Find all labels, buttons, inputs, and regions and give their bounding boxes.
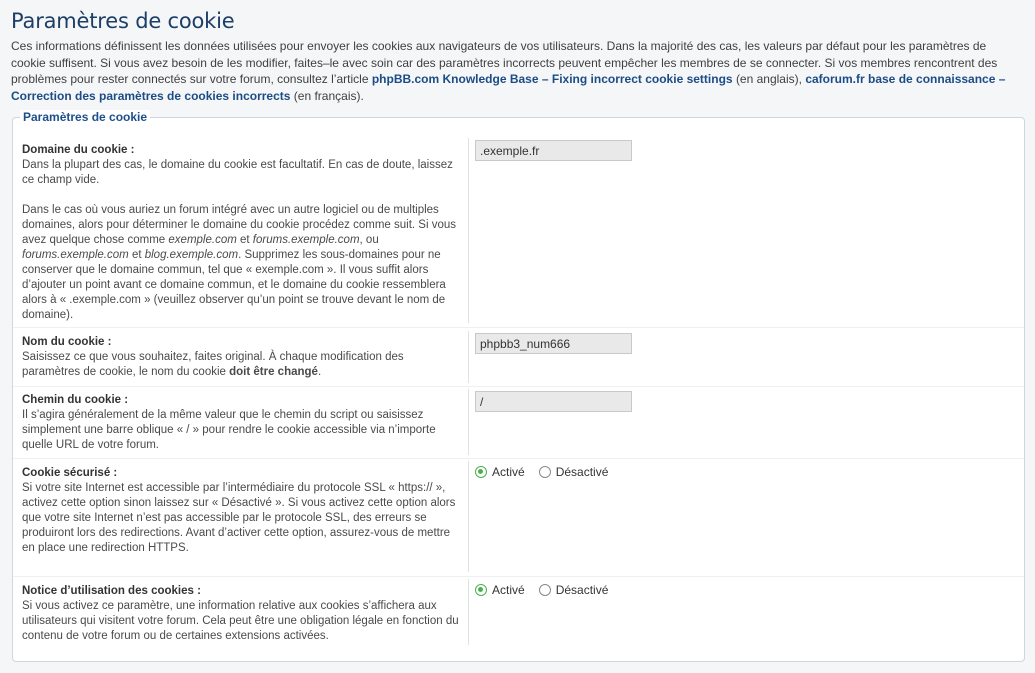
cookie-notice-label: Notice d’utilisation des cookies : <box>22 585 201 597</box>
column-divider <box>468 579 469 645</box>
cookie-notice-options <box>475 583 622 597</box>
column-divider <box>468 331 469 383</box>
row-separator <box>13 576 1024 577</box>
column-divider <box>468 461 469 572</box>
intro-text <box>11 38 1021 104</box>
radio-checked-icon[interactable] <box>475 466 487 478</box>
cookie-domain-label: Domaine du cookie : <box>22 144 135 156</box>
fieldset-legend: Paramètres de cookie <box>20 110 150 124</box>
row-separator <box>13 327 1024 328</box>
intro-body: Ces informations définissent les données utilisées pour envoyer les cookies aux navigateurs de vos utilisateurs. Dans la majorité des cas, les valeurs par défaut pour les paramètres de cookie suffisent. Si vous avez besoin de les modifier, faites–le avec soin car des paramètres incorrects peuvent empêcher les membres de se connecter. Si vos membres rencontrent des problèmes pour rester connectés sur votre forum, consultez l’article <box>11 39 998 86</box>
cookie-name-input[interactable] <box>475 333 632 354</box>
column-divider <box>468 389 469 455</box>
cookie-secure-off[interactable]: Désactivé <box>539 465 609 479</box>
cookie-domain-row <box>22 143 462 323</box>
radio-unchecked-icon[interactable] <box>539 584 551 596</box>
cookie-notice-off[interactable]: Désactivé <box>539 583 609 597</box>
cookie-secure-on[interactable]: Activé <box>475 465 525 479</box>
cookie-name-label: Nom du cookie : <box>22 336 112 348</box>
cookie-domain-input[interactable] <box>475 140 632 161</box>
row-separator <box>13 458 1024 459</box>
cookie-secure-label: Cookie sécurisé : <box>22 467 118 479</box>
cookie-path-desc: Il s’agira généralement de la même valeur que le chemin du script ou saisissez simplement une barre oblique « / » pour rendre le cookie accessible via n’importe quelle URL de votre forum. <box>22 409 436 451</box>
page-title: Paramètres de cookie <box>11 9 235 33</box>
kb-link-phpbb-suffix: (en anglais), <box>735 72 802 86</box>
column-divider <box>468 138 469 323</box>
radio-unchecked-icon[interactable] <box>539 466 551 478</box>
radio-checked-icon[interactable] <box>475 584 487 596</box>
kb-link-phpbb[interactable]: phpBB.com Knowledge Base – Fixing incorrect cookie settings <box>371 72 733 86</box>
cookie-path-label: Chemin du cookie : <box>22 394 129 406</box>
cookie-notice-row <box>22 584 462 644</box>
kb-link-caforum[interactable]: caforum.fr base de connaissance – Correction des paramètres de cookies incorrects <box>11 72 1006 103</box>
cookie-path-input[interactable] <box>475 391 632 412</box>
cookie-secure-row <box>22 466 462 556</box>
cookie-domain-desc-2: Dans le cas où vous auriez un forum intégré avec un autre logiciel ou de multiples domaines, alors pour déterminer le domaine du cookie procédez comme suit. Si vous avez quelque chose comme exemple.com et forums.exemple.com, ou forums.exemple.com et blog.exemple.com. Supprimez les sous-domaines pour ne conserver que le domaine commun, tel que « exemple.com ». Il vous suffit alors d’ajouter un point avant ce domaine commun, et le domaine du cookie ressemblera alors à « .exemple.com » (veuillez observer qu’un point se trouve devant le nom de domaine). <box>22 204 457 321</box>
cookie-notice-desc: Si vous activez ce paramètre, une information relative aux cookies s’affichera aux utilisateurs qui visitent votre forum. Cela peut être une obligation légale en fonction du contenu de votre forum ou de certaines extensions activées. <box>22 600 459 642</box>
row-separator <box>13 386 1024 387</box>
cookie-name-row <box>22 335 462 380</box>
cookie-path-row <box>22 393 462 453</box>
cookie-secure-options <box>475 465 622 479</box>
cookie-name-desc: Saisissez ce que vous souhaitez, faites original. À chaque modification des paramètres de cookie, le nom du cookie doit être changé. <box>22 351 404 378</box>
cookie-secure-desc: Si votre site Internet est accessible par l’intermédiaire du protocole SSL « https:// », activez cette option sinon laissez sur « Désactivé ». Si vous activez cette option alors que votre site Internet n’est pas accessible par le protocole SSL, des erreurs se produiront lors des redirections. Avant d’activer cette option, assurez-vous de mettre en place une redirection HTTPS. <box>22 482 456 554</box>
cookie-domain-desc: Dans la plupart des cas, le domaine du cookie est facultatif. En cas de doute, laissez ce champ vide. <box>22 159 453 186</box>
kb-link-caforum-suffix: (en français). <box>293 88 364 103</box>
cookie-notice-on[interactable]: Activé <box>475 583 525 597</box>
